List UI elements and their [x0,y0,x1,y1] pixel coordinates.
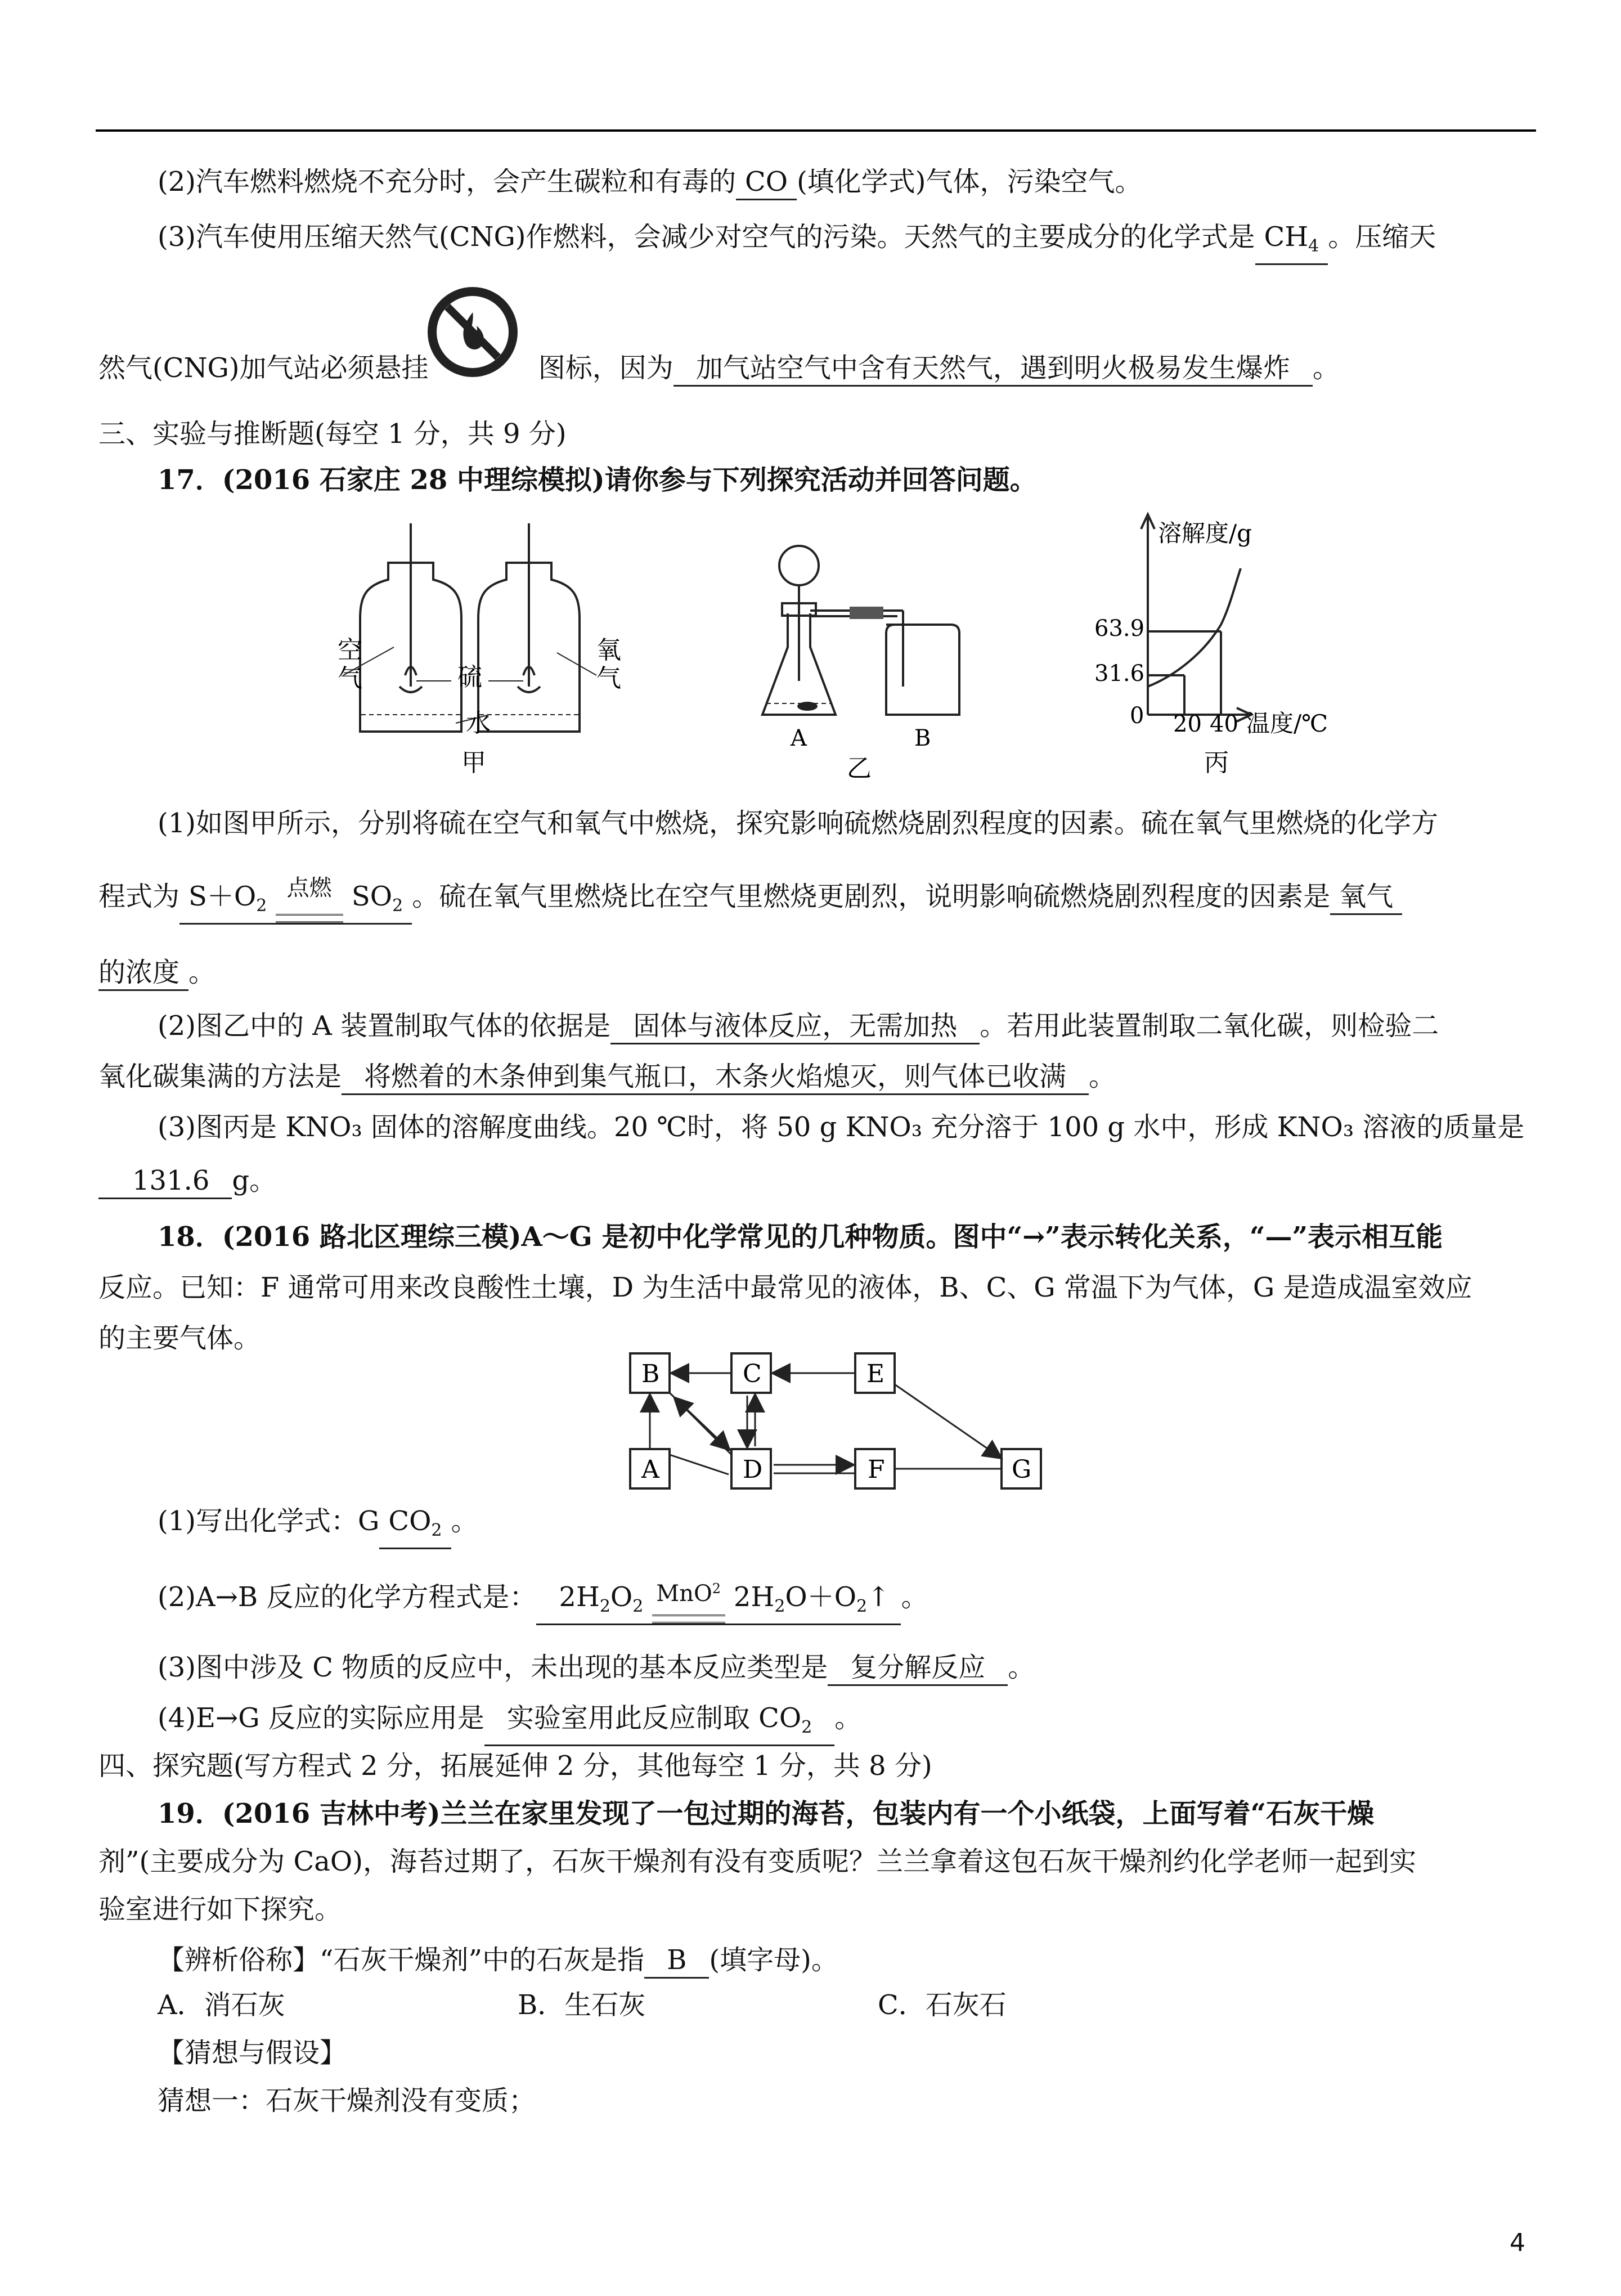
equals-sign [276,914,343,923]
caption-bing: 丙 [1204,748,1229,777]
answer-factor-part1 [1330,880,1402,915]
option-a: A．消石灰 [158,1989,285,2021]
reaction-condition [652,1581,725,1624]
q19-line3: 验室进行如下探究。 [98,1894,342,1925]
gas-arrow: ↑ [867,1581,890,1613]
q19-hypothesis-1: 猜想一：石灰干燥剂没有变质； [158,2085,536,2116]
answer-text: 固体与液体反应，无需加热 [633,1010,958,1042]
text: 。 [188,957,216,988]
q19-line1 [158,1795,1374,1832]
q18-line2: 反应。已知：F 通常可用来改良酸性土壤，D 为生活中最常见的液体，B、C、G 常温下为气体，G 是造成温室效应 [98,1272,1472,1303]
option-b: B．生石灰 [518,1989,646,2021]
q17-part2-line1 [158,1007,1439,1044]
eq-text: 2H [559,1581,600,1613]
q17-part3-line2 [98,1162,276,1199]
label-water: 水 [466,709,491,738]
text: (4)E→G 反应的实际应用是 [158,1702,484,1734]
node-g: G [1012,1455,1032,1484]
text: g。 [232,1165,277,1196]
figure-jia [321,523,636,782]
text: 17．(2016 石家庄 28 中理综模拟)请你参与下列探究活动并回答问题。 [158,464,1037,496]
answer-g-formula [379,1504,451,1549]
no-fire-sign-icon [425,284,520,380]
label-air-2: 气 [338,664,362,693]
text: (填化学式)气体，污染空气。 [797,166,1142,198]
label-sulfur: 硫 [457,663,482,692]
label-air-1: 空 [338,636,362,665]
answer-text: CO [745,166,788,198]
answer-co [736,165,797,200]
label-oxygen-1: 氧 [596,636,621,665]
q19-hypothesis-heading: 【猜想与假设】 [158,2037,347,2069]
figure-relation-diagram [619,1345,1069,1497]
q16-part3-line1 [158,218,1436,265]
condition-text [652,1572,725,1611]
answer-reaction-type [828,1651,1008,1686]
node-c: C [743,1360,762,1388]
text: (1)写出化学式：G [158,1505,380,1537]
answer-text: 加气站空气中含有天然气，遇到明火极易发生爆炸 [695,352,1290,384]
q17-part1-line3 [98,954,215,991]
text: (2)图乙中的 A 装置制取气体的依据是 [158,1010,611,1042]
q19-bianxi [158,1941,838,1979]
q17-part2-line2 [98,1058,1116,1095]
y-tick-63-9: 63.9 [1094,616,1145,642]
subscript: 2 [256,896,267,916]
text: (2)汽车燃料燃烧不充分时，会产生碳粒和有毒的 [158,166,736,198]
label-b: B [914,725,931,751]
q17-part1-line1: (1)如图甲所示，分别将硫在空气和氧气中燃烧，探究影响硫燃烧剧烈程度的因素。硫在氧气里燃烧的化学方 [158,808,1438,839]
q16-part2 [158,163,1142,200]
q17-part1-line2 [98,875,1402,925]
answer-factor-part2 [98,956,188,991]
label-a: A [791,725,807,751]
node-b: B [641,1360,660,1388]
answer-equation-s [179,875,412,925]
subscript: 2 [599,1597,610,1616]
q18-line3: 的主要气体。 [98,1322,261,1354]
text: 氧化碳集满的方法是 [98,1061,342,1092]
text: (3)汽车使用压缩天然气(CNG)作燃料，会减少对空气的污染。天然气的主要成分的化学式是 [158,221,1255,253]
answer-reason [673,351,1313,387]
q18-part3 [158,1649,1035,1686]
text: 程式为 [98,881,180,912]
x-tick-20: 20 [1173,711,1202,737]
answer-text: 将燃着的木条伸到集气瓶口，木条火焰熄灭，则气体已收满 [364,1061,1067,1092]
text: 。 [901,1581,928,1613]
subscript: 2 [431,1521,442,1540]
subscript: 2 [632,1597,644,1616]
y-tick-0: 0 [1130,703,1144,729]
q17-part3-line1: (3)图丙是 KNO₃ 固体的溶解度曲线。20 ℃时，将 50 g KNO₃ 充分溶于 100 g 水中，形成 KNO₃ 溶液的质量是 [158,1111,1525,1143]
text: 。 [834,1702,862,1734]
node-d: D [743,1455,763,1484]
equals-sign [652,1615,725,1624]
figure-bing-solubility-curve [1092,506,1407,782]
superscript: 2 [712,1581,721,1597]
q16-part3-line2 [98,343,1340,387]
condition-text: 点燃 [286,875,332,901]
text: 。 [1089,1061,1116,1092]
node-a: A [641,1455,659,1484]
q18-part4 [158,1699,861,1746]
text: 18．(2016 路北区理综三模)A～G 是初中化学常见的几种物质。图中“→”表示转化关系，“—”表示相互能 [158,1221,1443,1253]
figure-yi [754,540,1002,782]
option-c: C．石灰石 [878,1989,1007,2021]
answer-method [342,1060,1089,1095]
text: (2)A→B 反应的化学方程式是： [158,1581,537,1613]
text: 。 [1008,1652,1035,1683]
eq-text: S＋O [188,881,257,912]
subscript: 4 [1308,236,1319,256]
eq-text: SO [351,881,393,912]
q19-line2: 剂”(主要成分为 CaO)，海苔过期了，石灰干燥剂有没有变质呢？兰兰拿着这包石灰干燥剂约化学老师一起到实 [98,1846,1416,1877]
y-tick-31-6: 31.6 [1094,661,1145,687]
text: 。压缩天 [1328,221,1436,253]
label-oxygen-2: 气 [596,664,621,693]
answer-mass [98,1164,232,1199]
node-e: E [866,1360,885,1388]
answer-application [484,1701,834,1746]
q17-title [158,461,1037,499]
caption-yi: 乙 [847,754,872,782]
answer-text: 的浓度 [98,957,180,988]
answer-ch4 [1255,220,1328,265]
subscript: 2 [801,1717,812,1737]
text: 图标，因为 [538,352,673,384]
eq-text: O [610,1581,633,1613]
text: 【辨析俗称】“石灰干燥剂”中的石灰是指 [158,1944,645,1976]
subscript: 2 [392,896,403,916]
answer-basis [610,1009,980,1044]
x-axis-label: 温度/℃ [1246,710,1328,737]
answer-text: CH [1264,221,1309,253]
subscript: 2 [856,1597,868,1616]
q18-part2 [158,1578,928,1625]
q18-part1 [158,1503,478,1549]
x-tick-40: 40 [1210,711,1238,737]
node-f: F [868,1455,885,1484]
reaction-condition [276,875,343,923]
answer-text: 实验室用此反应制取 CO [506,1702,802,1734]
answer-text: CO [388,1505,432,1537]
text: 。硫在氧气里燃烧比在空气里燃烧更剧烈，说明影响硫燃烧剧烈程度的因素是 [412,881,1331,912]
text: 。若用此装置制取二氧化碳，则检验二 [980,1010,1439,1042]
text: 然气(CNG)加气站必须悬挂 [98,352,429,384]
eq-text: 2H [733,1581,775,1613]
y-axis-label: 溶解度/g [1158,519,1252,547]
section-4-heading: 四、探究题(写方程式 2 分，拓展延伸 2 分，其他每空 1 分，共 8 分) [98,1750,932,1782]
answer-letter [644,1943,709,1979]
answer-equation-h2o2 [536,1580,901,1625]
catalyst: MnO [656,1581,712,1607]
text: (3)图中涉及 C 物质的反应中，未出现的基本反应类型是 [158,1652,828,1683]
answer-text: B [667,1944,687,1976]
text: 19．(2016 吉林中考)兰兰在家里发现了一包过期的海苔，包装内有一个小纸袋，上面写着“石灰干燥 [158,1798,1375,1829]
eq-text: O＋O [785,1581,857,1613]
text: (填字母)。 [709,1944,838,1976]
text: 。 [451,1505,478,1537]
answer-text: 131.6 [132,1165,210,1196]
text: 。 [1312,352,1340,384]
caption-jia: 甲 [461,748,486,777]
page-number: 4 [1510,2228,1525,2257]
header-rule [96,129,1536,132]
answer-text: 复分解反应 [850,1652,986,1683]
q18-line1 [158,1218,1443,1255]
section-3-heading: 三、实验与推断题(每空 1 分，共 9 分) [98,418,567,450]
answer-text: 氧气 [1339,881,1394,912]
subscript: 2 [774,1597,785,1616]
